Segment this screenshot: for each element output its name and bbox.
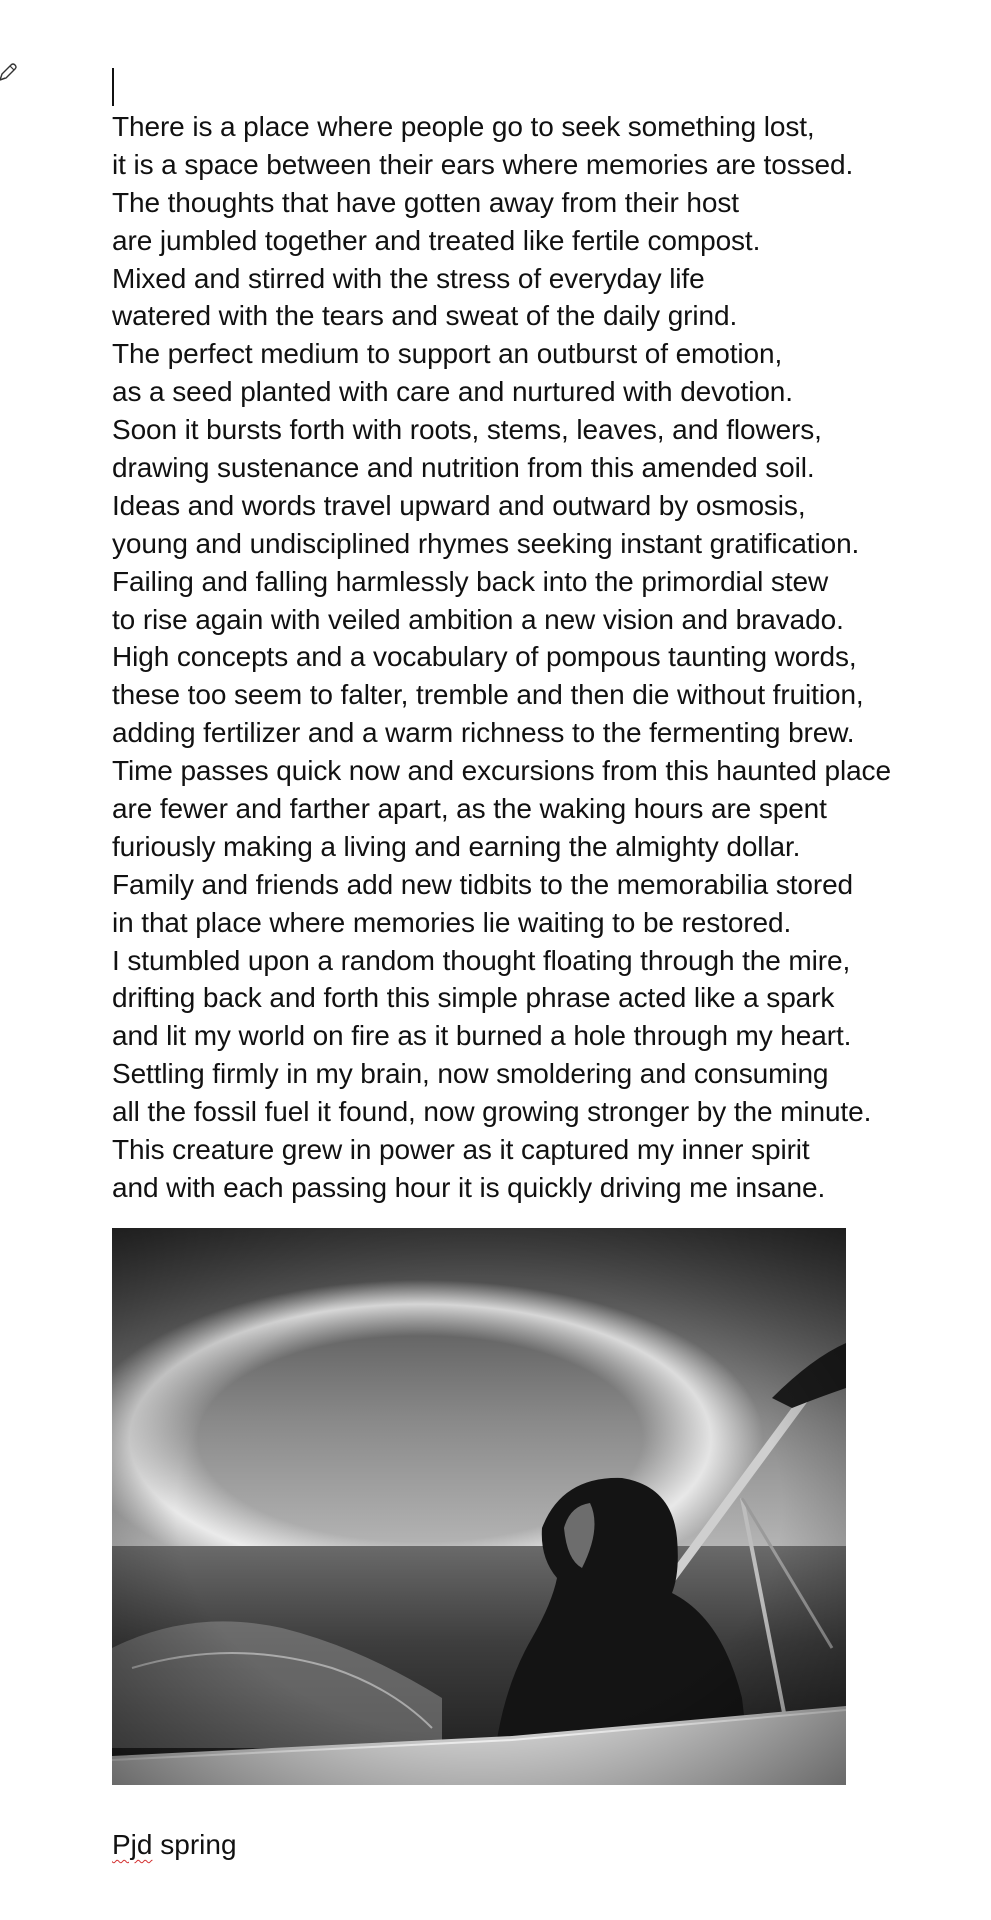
poem-line: Soon it bursts forth with roots, stems, leaves, and flowers,	[112, 414, 822, 446]
photo-caption[interactable]	[112, 1826, 237, 1864]
poem-line: There is a place where people go to seek something lost,	[112, 111, 815, 142]
poem-line: it is a space between their ears where memories are tossed.	[112, 148, 854, 180]
poem-line: The thoughts that have gotten away from their host	[112, 186, 739, 218]
poem-line: High concepts and a vocabulary of pompous taunting words,	[112, 641, 857, 673]
poem-line: are jumbled together and treated like fertile compost.	[112, 224, 761, 256]
poem-line: as a seed planted with care and nurtured with devotion.	[112, 376, 793, 408]
poem-line: Time passes quick now and excursions from this haunted place	[112, 755, 891, 787]
poem-line: drifting back and forth this simple phrase acted like a spark	[112, 982, 835, 1014]
poem-line: I stumbled upon a random thought floating through the mire,	[112, 944, 851, 976]
poem-line: are fewer and farther apart, as the waking hours are spent	[112, 793, 827, 825]
poem-line: Mixed and stirred with the stress of everyday life	[112, 262, 705, 294]
caption-text: spring	[152, 1829, 237, 1860]
poem-line: Failing and falling harmlessly back into the primordial stew	[112, 565, 829, 597]
poem-line: these too seem to falter, tremble and then die without fruition,	[112, 679, 864, 711]
poem-line: to rise again with veiled ambition a new vision and bravado.	[112, 603, 844, 635]
poem-line: This creature grew in power as it captured my inner spirit	[112, 1134, 810, 1166]
misspelled-word[interactable]: Pjd	[112, 1829, 153, 1860]
poem-body[interactable]	[112, 108, 972, 1207]
poem-line: Family and friends add new tidbits to the memorabilia stored	[112, 868, 854, 900]
poem-line: The perfect medium to support an outburst of emotion,	[112, 338, 783, 370]
poem-line: Settling firmly in my brain, now smoldering and consuming	[112, 1058, 829, 1090]
poem-line: in that place where memories lie waiting to be restored.	[112, 906, 792, 938]
poem-line: Ideas and words travel upward and outward by osmosis,	[112, 489, 806, 521]
poem-line: all the fossil fuel it found, now growing stronger by the minute.	[112, 1096, 872, 1128]
text-cursor	[112, 68, 114, 106]
poem-line: adding fertilizer and a warm richness to the fermenting brew.	[112, 717, 855, 749]
poem-line: and lit my world on fire as it burned a hole through my heart.	[112, 1020, 852, 1052]
poem-line: watered with the tears and sweat of the daily grind.	[112, 300, 738, 332]
poem-line: furiously making a living and earning the almighty dollar.	[112, 830, 801, 862]
poem-line: drawing sustenance and nutrition from this amended soil.	[112, 452, 815, 484]
pen-edit-icon[interactable]	[0, 62, 18, 84]
boat-photo	[112, 1228, 846, 1785]
poem-line: young and undisciplined rhymes seeking instant gratification.	[112, 527, 860, 559]
poem-line: and with each passing hour it is quickly driving me insane.	[112, 1171, 826, 1203]
